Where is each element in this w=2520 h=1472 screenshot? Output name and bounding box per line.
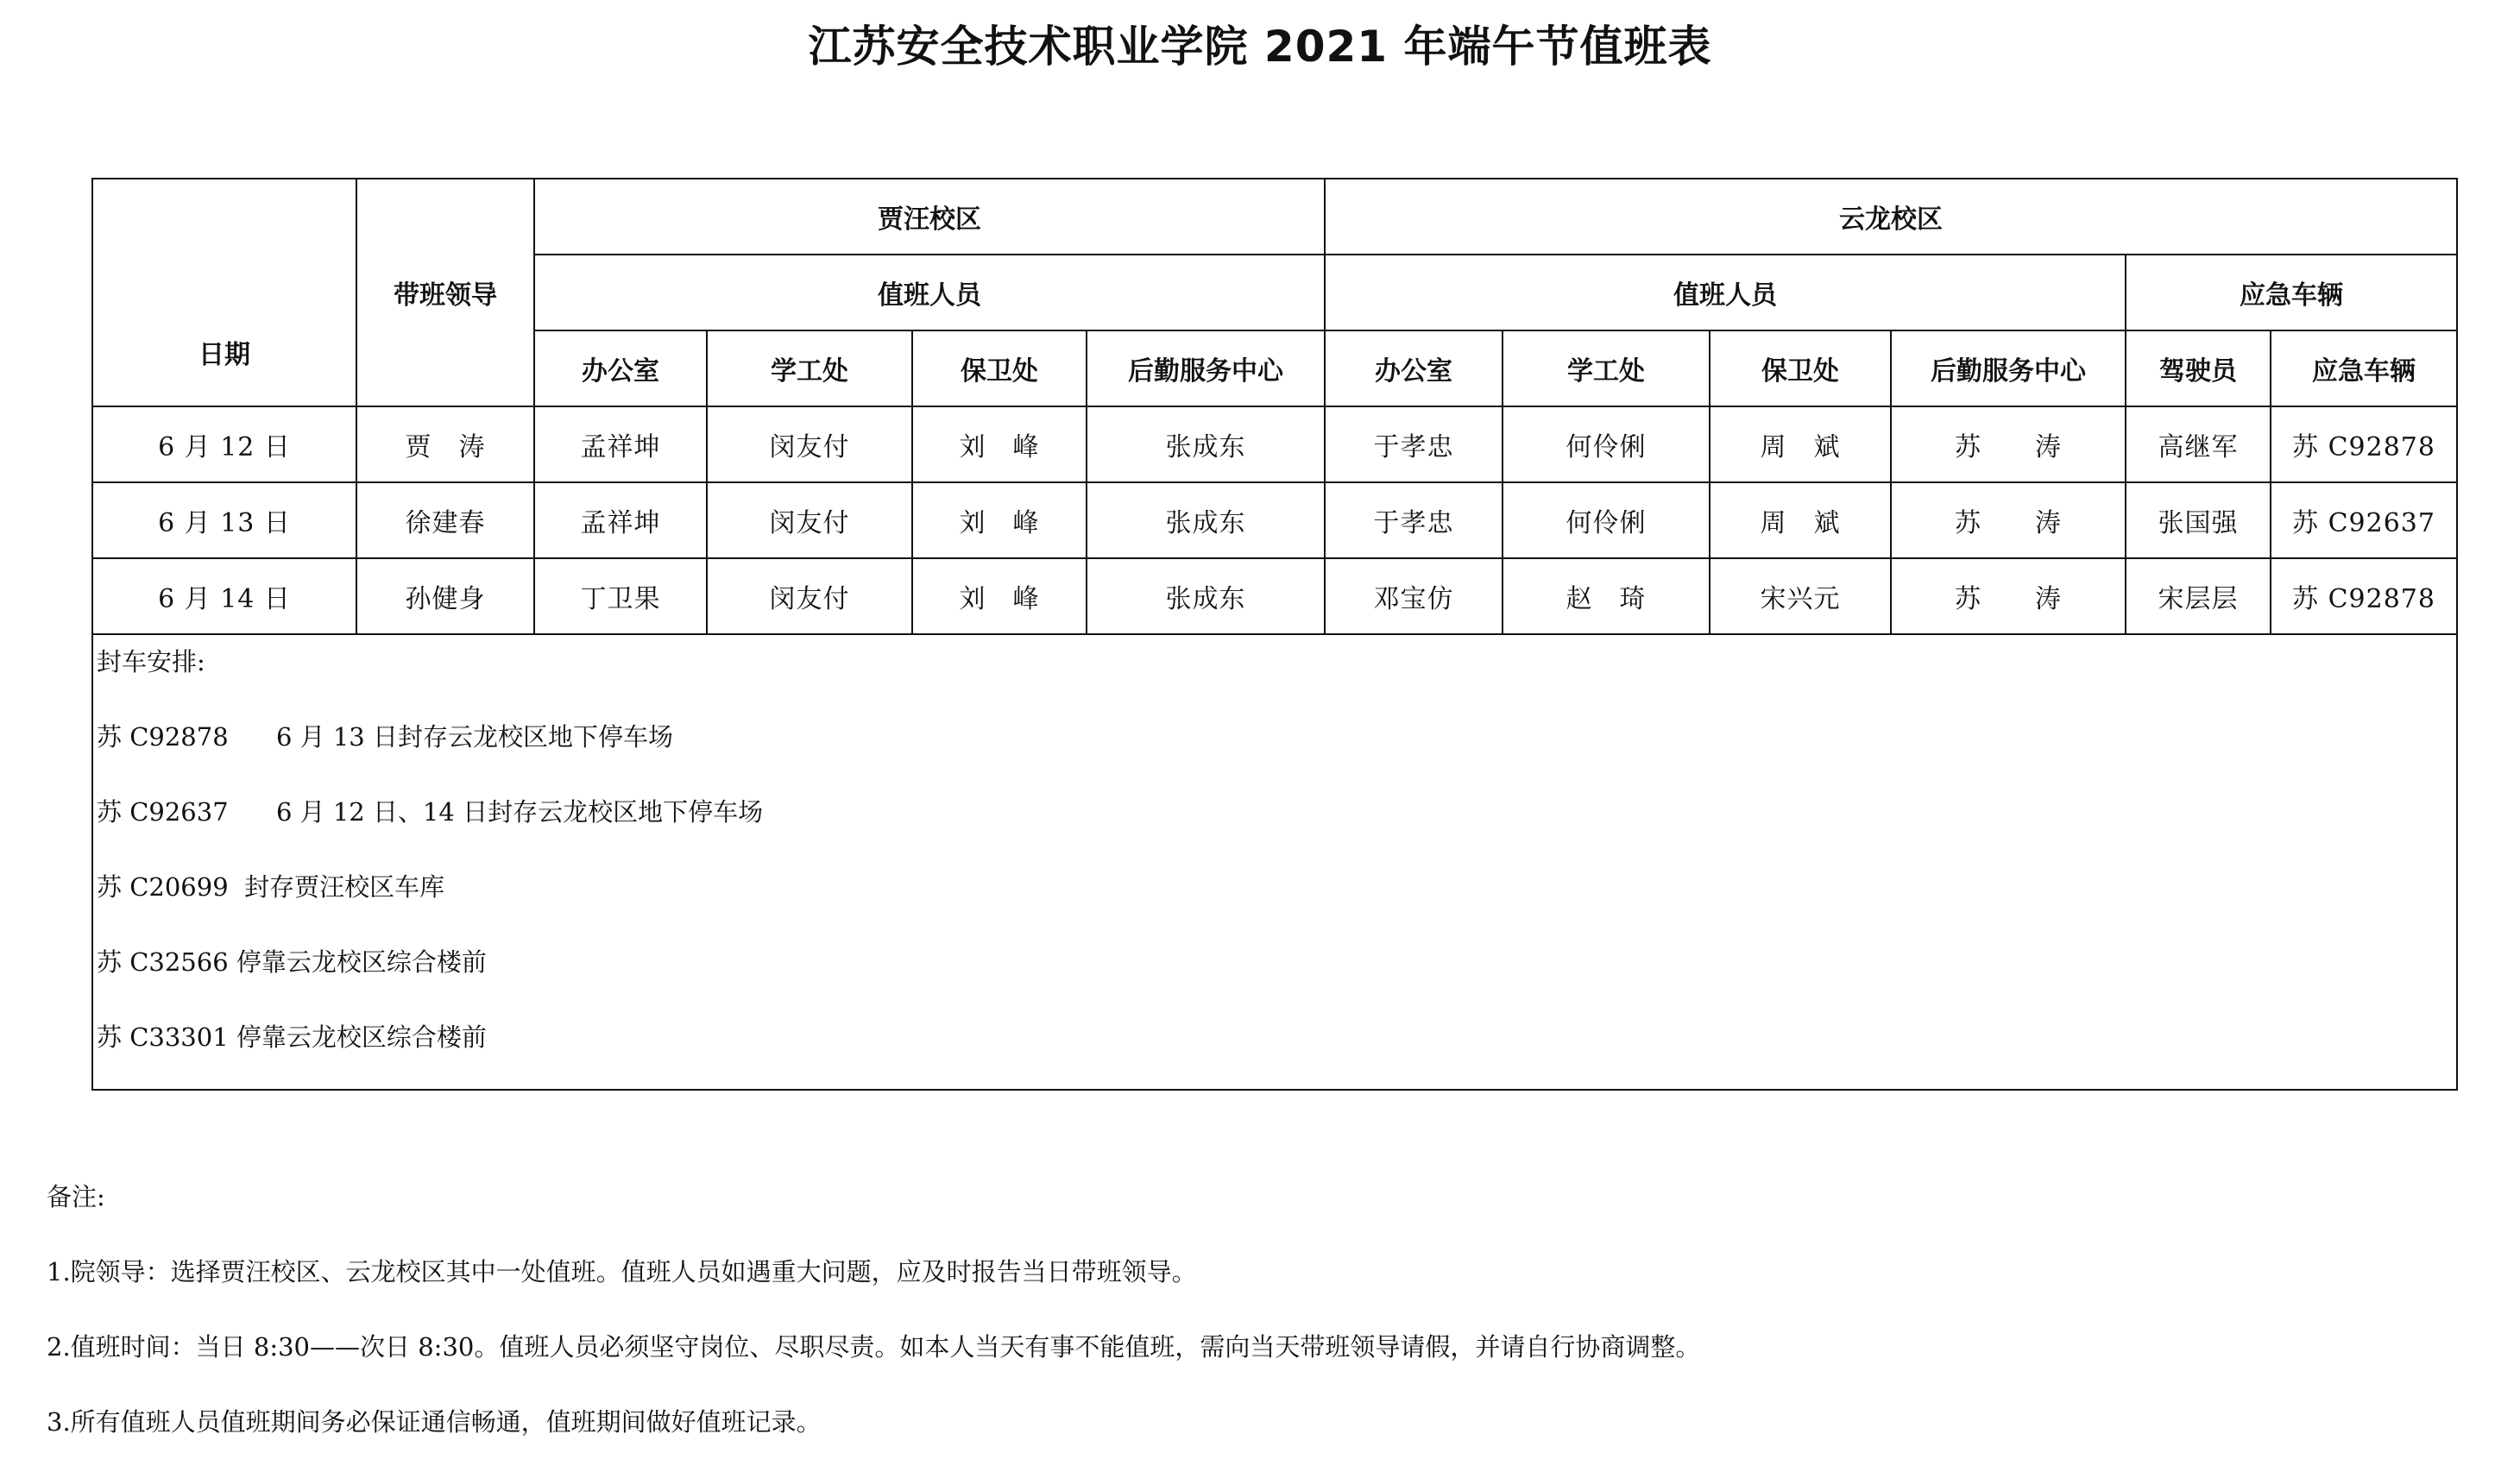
header-jiawang-campus: 贾汪校区	[534, 179, 1325, 255]
cell-j-security: 刘 峰	[912, 558, 1087, 634]
duty-table	[91, 178, 2458, 1091]
cell-j-office: 孟祥坤	[534, 406, 707, 482]
cell-leader: 贾 涛	[356, 406, 534, 482]
cell-y-logistics: 苏 涛	[1891, 482, 2126, 558]
header-yunlong-duty-staff: 值班人员	[1325, 255, 2126, 330]
cell-j-office: 丁卫果	[534, 558, 707, 634]
parking-line: 苏 C20699 封存贾汪校区车库	[97, 872, 445, 902]
header-driver: 驾驶员	[2126, 330, 2271, 406]
cell-vehicle: 苏 C92878	[2271, 406, 2457, 482]
header-leader: 带班领导	[356, 179, 534, 406]
notes-heading: 备注:	[47, 1182, 105, 1211]
parking-heading: 封车安排:	[97, 647, 205, 676]
cell-y-security: 周 斌	[1710, 482, 1891, 558]
cell-y-student: 何伶俐	[1503, 406, 1710, 482]
table-row	[92, 482, 2457, 558]
header-date: 日期	[92, 179, 356, 406]
cell-y-security: 周 斌	[1710, 406, 1891, 482]
header-y-student-affairs: 学工处	[1503, 330, 1710, 406]
cell-j-logistics: 张成东	[1087, 406, 1325, 482]
parking-line: 苏 C33301 停靠云龙校区综合楼前	[97, 1022, 487, 1052]
parking-line: 苏 C92878 6 月 13 日封存云龙校区地下停车场	[97, 722, 673, 752]
cell-y-student: 何伶俐	[1503, 482, 1710, 558]
cell-j-student: 闵友付	[707, 406, 912, 482]
cell-y-student: 赵 琦	[1503, 558, 1710, 634]
cell-y-office: 于孝忠	[1325, 406, 1503, 482]
note-item: 3.所有值班人员值班期间务必保证通信畅通，值班期间做好值班记录。	[47, 1407, 822, 1437]
parking-line: 苏 C92637 6 月 12 日、14 日封存云龙校区地下停车场	[97, 797, 764, 827]
cell-date: 6 月 14 日	[92, 558, 356, 634]
header-vehicle: 应急车辆	[2271, 330, 2457, 406]
note-item: 2.值班时间：当日 8:30——次日 8:30。值班人员必须坚守岗位、尽职尽责。如本人当天有事不能值班，需向当天带班领导请假，并请自行协商调整。	[47, 1332, 1701, 1362]
cell-j-logistics: 张成东	[1087, 558, 1325, 634]
note-item: 1.院领导：选择贾汪校区、云龙校区其中一处值班。值班人员如遇重大问题，应及时报告当日带班领导。	[47, 1257, 1197, 1286]
header-j-logistics: 后勤服务中心	[1087, 330, 1325, 406]
cell-driver: 高继军	[2126, 406, 2271, 482]
parking-arrangement	[92, 634, 2457, 1090]
notes-section	[47, 1172, 2463, 1472]
header-jiawang-duty-staff: 值班人员	[534, 255, 1325, 330]
cell-leader: 徐建春	[356, 482, 534, 558]
cell-date: 6 月 12 日	[92, 406, 356, 482]
cell-j-security: 刘 峰	[912, 406, 1087, 482]
cell-y-office: 于孝忠	[1325, 482, 1503, 558]
cell-vehicle: 苏 C92637	[2271, 482, 2457, 558]
table-row	[92, 406, 2457, 482]
cell-j-office: 孟祥坤	[534, 482, 707, 558]
cell-j-security: 刘 峰	[912, 482, 1087, 558]
cell-j-logistics: 张成东	[1087, 482, 1325, 558]
cell-leader: 孙健身	[356, 558, 534, 634]
cell-driver: 宋层层	[2126, 558, 2271, 634]
cell-y-logistics: 苏 涛	[1891, 558, 2126, 634]
header-yunlong-campus: 云龙校区	[1325, 179, 2457, 255]
cell-driver: 张国强	[2126, 482, 2271, 558]
cell-date: 6 月 13 日	[92, 482, 356, 558]
header-y-logistics: 后勤服务中心	[1891, 330, 2126, 406]
cell-j-student: 闵友付	[707, 558, 912, 634]
cell-j-student: 闵友付	[707, 482, 912, 558]
header-y-security: 保卫处	[1710, 330, 1891, 406]
cell-y-security: 宋兴元	[1710, 558, 1891, 634]
parking-line: 苏 C32566 停靠云龙校区综合楼前	[97, 947, 487, 977]
cell-vehicle: 苏 C92878	[2271, 558, 2457, 634]
cell-y-office: 邓宝仿	[1325, 558, 1503, 634]
header-emergency-vehicle-group: 应急车辆	[2126, 255, 2457, 330]
header-y-office: 办公室	[1325, 330, 1503, 406]
header-j-office: 办公室	[534, 330, 707, 406]
header-j-student-affairs: 学工处	[707, 330, 912, 406]
table-row	[92, 558, 2457, 634]
header-j-security: 保卫处	[912, 330, 1087, 406]
page-title: 江苏安全技术职业学院 2021 年端午节值班表	[808, 22, 1712, 72]
cell-y-logistics: 苏 涛	[1891, 406, 2126, 482]
